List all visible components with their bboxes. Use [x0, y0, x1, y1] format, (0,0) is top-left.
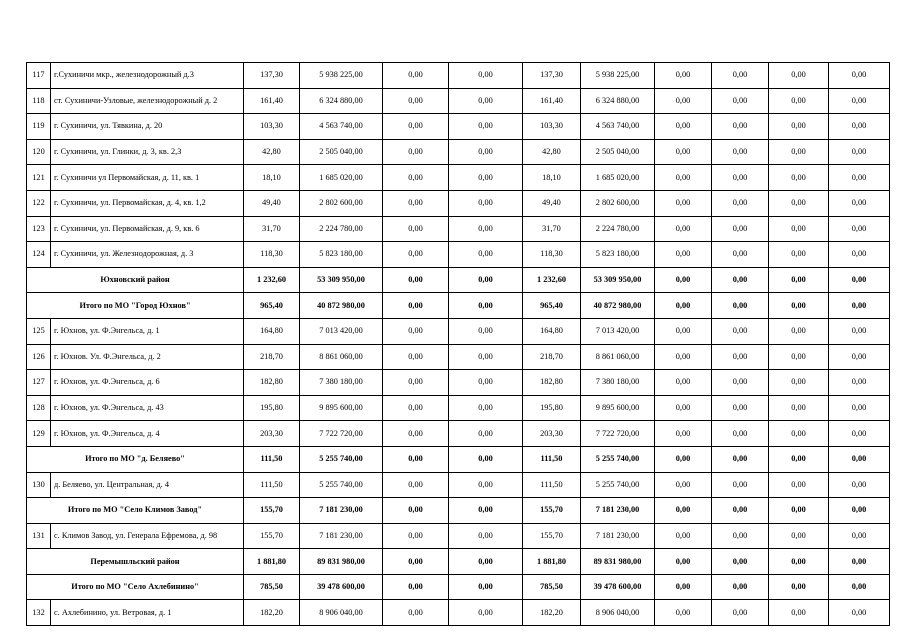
subtotal-label: Итого по МО "Село Ахлебинино"	[27, 574, 244, 600]
row-number: 119	[27, 114, 51, 140]
value-cell-c8: 0,00	[712, 139, 769, 165]
address-cell: г. Юхнов, ул. Ф.Энгельса, д. 43	[51, 395, 244, 421]
value-cell-cost2: 8 906 040,00	[581, 600, 655, 626]
subtotal-row	[27, 574, 890, 600]
value-cell-c8: 0,00	[712, 523, 769, 549]
value-cell-c10: 0,00	[829, 139, 890, 165]
value-cell-cost1: 7 013 420,00	[300, 318, 383, 344]
value-cell-cost2: 7 181 230,00	[581, 498, 655, 524]
table-body	[27, 63, 890, 626]
value-cell-c10: 0,00	[829, 267, 890, 293]
value-cell-c10: 0,00	[829, 574, 890, 600]
value-cell-c10: 0,00	[829, 446, 890, 472]
value-cell-c8: 0,00	[712, 114, 769, 140]
value-cell-c10: 0,00	[829, 523, 890, 549]
value-cell-area2: 111,50	[523, 472, 581, 498]
value-cell-cost1: 7 380 180,00	[300, 370, 383, 396]
value-cell-c8: 0,00	[712, 88, 769, 114]
value-cell-c8: 0,00	[712, 190, 769, 216]
value-cell-area2: 31,70	[523, 216, 581, 242]
value-cell-area1: 203,30	[244, 421, 300, 447]
value-cell-c10: 0,00	[829, 370, 890, 396]
value-cell-cost1: 2 224 780,00	[300, 216, 383, 242]
value-cell-c7: 0,00	[655, 293, 712, 319]
value-cell-c3: 0,00	[383, 549, 449, 575]
subtotal-row	[27, 293, 890, 319]
value-cell-c8: 0,00	[712, 267, 769, 293]
value-cell-area1: 182,80	[244, 370, 300, 396]
value-cell-cost2: 8 861 060,00	[581, 344, 655, 370]
value-cell-cost2: 5 938 225,00	[581, 63, 655, 89]
value-cell-c8: 0,00	[712, 421, 769, 447]
value-cell-c10: 0,00	[829, 344, 890, 370]
value-cell-cost2: 6 324 880,00	[581, 88, 655, 114]
value-cell-c3: 0,00	[383, 574, 449, 600]
value-cell-area1: 965,40	[244, 293, 300, 319]
value-cell-c7: 0,00	[655, 574, 712, 600]
value-cell-cost2: 5 255 740,00	[581, 446, 655, 472]
value-cell-c3: 0,00	[383, 498, 449, 524]
subtotal-row	[27, 446, 890, 472]
value-cell-c9: 0,00	[769, 549, 829, 575]
table-row	[27, 190, 890, 216]
value-cell-area1: 218,70	[244, 344, 300, 370]
row-number: 122	[27, 190, 51, 216]
value-cell-c3: 0,00	[383, 472, 449, 498]
subtotal-label: Перемышльский район	[27, 549, 244, 575]
row-number: 126	[27, 344, 51, 370]
address-cell: г. Сухиничи, ул. Глинки, д. 3, кв. 2,3	[51, 139, 244, 165]
value-cell-c3: 0,00	[383, 165, 449, 191]
value-cell-cost2: 2 224 780,00	[581, 216, 655, 242]
value-cell-c7: 0,00	[655, 395, 712, 421]
value-cell-c3: 0,00	[383, 267, 449, 293]
value-cell-area2: 137,30	[523, 63, 581, 89]
value-cell-area2: 103,30	[523, 114, 581, 140]
address-cell: г.Сухиничи мкр., железнодорожный д.3	[51, 63, 244, 89]
address-cell: г. Сухиничи, ул. Тявкина, д. 20	[51, 114, 244, 140]
value-cell-c8: 0,00	[712, 498, 769, 524]
value-cell-c7: 0,00	[655, 472, 712, 498]
address-cell: д. Беляево, ул. Центральная, д. 4	[51, 472, 244, 498]
value-cell-c4: 0,00	[449, 523, 523, 549]
address-cell: с. Климов Завод, ул. Генерала Ефремова, д. 98	[51, 523, 244, 549]
value-cell-area1: 155,70	[244, 523, 300, 549]
value-cell-area1: 31,70	[244, 216, 300, 242]
value-cell-c3: 0,00	[383, 114, 449, 140]
value-cell-cost2: 2 505 040,00	[581, 139, 655, 165]
value-cell-area2: 203,30	[523, 421, 581, 447]
value-cell-cost1: 6 324 880,00	[300, 88, 383, 114]
value-cell-area2: 164,80	[523, 318, 581, 344]
value-cell-c9: 0,00	[769, 267, 829, 293]
table-row	[27, 318, 890, 344]
table-row	[27, 216, 890, 242]
value-cell-c9: 0,00	[769, 472, 829, 498]
value-cell-c9: 0,00	[769, 63, 829, 89]
value-cell-c8: 0,00	[712, 472, 769, 498]
address-cell: г. Сухиничи ул Первомайская, д. 11, кв. 1	[51, 165, 244, 191]
row-number: 128	[27, 395, 51, 421]
value-cell-cost2: 39 478 600,00	[581, 574, 655, 600]
value-cell-cost1: 2 802 600,00	[300, 190, 383, 216]
value-cell-c4: 0,00	[449, 370, 523, 396]
address-cell: г. Юхнов. Ул. Ф.Энгельса, д. 2	[51, 344, 244, 370]
value-cell-c4: 0,00	[449, 395, 523, 421]
value-cell-c4: 0,00	[449, 574, 523, 600]
value-cell-c10: 0,00	[829, 549, 890, 575]
value-cell-c4: 0,00	[449, 318, 523, 344]
subtotal-row	[27, 498, 890, 524]
value-cell-c8: 0,00	[712, 242, 769, 268]
address-cell: с. Ахлебинино, ул. Ветровая, д. 1	[51, 600, 244, 626]
value-cell-cost2: 7 380 180,00	[581, 370, 655, 396]
value-cell-cost2: 4 563 740,00	[581, 114, 655, 140]
value-cell-c8: 0,00	[712, 395, 769, 421]
value-cell-c4: 0,00	[449, 446, 523, 472]
value-cell-c4: 0,00	[449, 421, 523, 447]
value-cell-cost2: 7 181 230,00	[581, 523, 655, 549]
value-cell-c4: 0,00	[449, 165, 523, 191]
value-cell-c7: 0,00	[655, 165, 712, 191]
table-row	[27, 139, 890, 165]
table-row	[27, 370, 890, 396]
value-cell-cost1: 39 478 600,00	[300, 574, 383, 600]
value-cell-c4: 0,00	[449, 600, 523, 626]
value-cell-cost1: 5 255 740,00	[300, 446, 383, 472]
value-cell-cost2: 2 802 600,00	[581, 190, 655, 216]
value-cell-c8: 0,00	[712, 165, 769, 191]
value-cell-c3: 0,00	[383, 293, 449, 319]
address-cell: г. Сухиничи, ул. Первомайская, д. 9, кв. 6	[51, 216, 244, 242]
value-cell-c4: 0,00	[449, 114, 523, 140]
value-cell-cost1: 4 563 740,00	[300, 114, 383, 140]
housing-program-table	[26, 62, 890, 626]
table-row	[27, 472, 890, 498]
value-cell-c10: 0,00	[829, 600, 890, 626]
row-number: 124	[27, 242, 51, 268]
value-cell-c8: 0,00	[712, 574, 769, 600]
row-number: 125	[27, 318, 51, 344]
address-cell: г. Сухиничи, ул. Железнодорожная, д. 3	[51, 242, 244, 268]
value-cell-c4: 0,00	[449, 344, 523, 370]
value-cell-area2: 785,50	[523, 574, 581, 600]
value-cell-c9: 0,00	[769, 165, 829, 191]
value-cell-cost1: 8 906 040,00	[300, 600, 383, 626]
value-cell-cost1: 5 823 180,00	[300, 242, 383, 268]
row-number: 123	[27, 216, 51, 242]
row-number: 131	[27, 523, 51, 549]
value-cell-area2: 195,80	[523, 395, 581, 421]
value-cell-c4: 0,00	[449, 267, 523, 293]
value-cell-c4: 0,00	[449, 139, 523, 165]
value-cell-c9: 0,00	[769, 523, 829, 549]
value-cell-c10: 0,00	[829, 190, 890, 216]
value-cell-area1: 111,50	[244, 446, 300, 472]
address-cell: г. Юхнов, ул. Ф.Энгельса, д. 6	[51, 370, 244, 396]
value-cell-c3: 0,00	[383, 63, 449, 89]
value-cell-c9: 0,00	[769, 293, 829, 319]
row-number: 121	[27, 165, 51, 191]
value-cell-cost1: 53 309 950,00	[300, 267, 383, 293]
value-cell-c8: 0,00	[712, 549, 769, 575]
value-cell-c9: 0,00	[769, 395, 829, 421]
value-cell-c8: 0,00	[712, 370, 769, 396]
value-cell-c7: 0,00	[655, 318, 712, 344]
value-cell-cost1: 8 861 060,00	[300, 344, 383, 370]
value-cell-c4: 0,00	[449, 549, 523, 575]
value-cell-area1: 155,70	[244, 498, 300, 524]
value-cell-area1: 161,40	[244, 88, 300, 114]
table-row	[27, 523, 890, 549]
value-cell-c3: 0,00	[383, 88, 449, 114]
value-cell-c7: 0,00	[655, 344, 712, 370]
value-cell-c4: 0,00	[449, 63, 523, 89]
value-cell-c3: 0,00	[383, 395, 449, 421]
row-number: 132	[27, 600, 51, 626]
row-number: 130	[27, 472, 51, 498]
value-cell-c8: 0,00	[712, 446, 769, 472]
value-cell-area1: 103,30	[244, 114, 300, 140]
value-cell-c9: 0,00	[769, 421, 829, 447]
value-cell-cost1: 7 181 230,00	[300, 498, 383, 524]
value-cell-c7: 0,00	[655, 267, 712, 293]
value-cell-c10: 0,00	[829, 318, 890, 344]
value-cell-c7: 0,00	[655, 523, 712, 549]
value-cell-c4: 0,00	[449, 293, 523, 319]
value-cell-c3: 0,00	[383, 446, 449, 472]
value-cell-area1: 111,50	[244, 472, 300, 498]
value-cell-cost2: 7 013 420,00	[581, 318, 655, 344]
value-cell-area2: 118,30	[523, 242, 581, 268]
value-cell-c7: 0,00	[655, 549, 712, 575]
value-cell-cost2: 53 309 950,00	[581, 267, 655, 293]
subtotal-label: Итого по МО "Город Юхнов"	[27, 293, 244, 319]
subtotal-row	[27, 549, 890, 575]
value-cell-c7: 0,00	[655, 88, 712, 114]
value-cell-c7: 0,00	[655, 63, 712, 89]
value-cell-c9: 0,00	[769, 446, 829, 472]
value-cell-c9: 0,00	[769, 190, 829, 216]
table-row	[27, 344, 890, 370]
value-cell-c10: 0,00	[829, 421, 890, 447]
row-number: 127	[27, 370, 51, 396]
value-cell-c9: 0,00	[769, 344, 829, 370]
value-cell-c10: 0,00	[829, 114, 890, 140]
value-cell-cost1: 9 895 600,00	[300, 395, 383, 421]
value-cell-area1: 164,80	[244, 318, 300, 344]
value-cell-c9: 0,00	[769, 114, 829, 140]
value-cell-area2: 111,50	[523, 446, 581, 472]
value-cell-cost1: 5 255 740,00	[300, 472, 383, 498]
table-row	[27, 63, 890, 89]
address-cell: г. Сухиничи, ул. Первомайская, д. 4, кв. 1,2	[51, 190, 244, 216]
value-cell-cost2: 1 685 020,00	[581, 165, 655, 191]
value-cell-area2: 965,40	[523, 293, 581, 319]
value-cell-area2: 182,20	[523, 600, 581, 626]
value-cell-c9: 0,00	[769, 242, 829, 268]
value-cell-cost2: 40 872 980,00	[581, 293, 655, 319]
value-cell-c4: 0,00	[449, 216, 523, 242]
value-cell-area1: 1 232,60	[244, 267, 300, 293]
value-cell-cost2: 7 722 720,00	[581, 421, 655, 447]
value-cell-c7: 0,00	[655, 139, 712, 165]
value-cell-cost1: 1 685 020,00	[300, 165, 383, 191]
value-cell-c9: 0,00	[769, 88, 829, 114]
value-cell-c4: 0,00	[449, 88, 523, 114]
value-cell-cost2: 89 831 980,00	[581, 549, 655, 575]
value-cell-area2: 1 881,80	[523, 549, 581, 575]
value-cell-area1: 18,10	[244, 165, 300, 191]
subtotal-label: Юхновский район	[27, 267, 244, 293]
value-cell-c3: 0,00	[383, 139, 449, 165]
value-cell-cost1: 89 831 980,00	[300, 549, 383, 575]
value-cell-c3: 0,00	[383, 216, 449, 242]
value-cell-c8: 0,00	[712, 344, 769, 370]
value-cell-area1: 182,20	[244, 600, 300, 626]
row-number: 120	[27, 139, 51, 165]
value-cell-c4: 0,00	[449, 498, 523, 524]
table-row	[27, 421, 890, 447]
value-cell-area1: 785,50	[244, 574, 300, 600]
value-cell-c3: 0,00	[383, 370, 449, 396]
value-cell-area1: 195,80	[244, 395, 300, 421]
table-row	[27, 88, 890, 114]
value-cell-c7: 0,00	[655, 498, 712, 524]
value-cell-cost2: 9 895 600,00	[581, 395, 655, 421]
value-cell-c8: 0,00	[712, 318, 769, 344]
value-cell-c8: 0,00	[712, 63, 769, 89]
value-cell-c4: 0,00	[449, 472, 523, 498]
row-number: 129	[27, 421, 51, 447]
value-cell-c9: 0,00	[769, 216, 829, 242]
value-cell-c8: 0,00	[712, 216, 769, 242]
value-cell-cost2: 5 255 740,00	[581, 472, 655, 498]
value-cell-cost1: 40 872 980,00	[300, 293, 383, 319]
value-cell-area1: 1 881,80	[244, 549, 300, 575]
value-cell-c8: 0,00	[712, 600, 769, 626]
value-cell-area2: 155,70	[523, 523, 581, 549]
value-cell-area2: 161,40	[523, 88, 581, 114]
table-row	[27, 242, 890, 268]
table-row	[27, 395, 890, 421]
value-cell-c4: 0,00	[449, 190, 523, 216]
row-number: 118	[27, 88, 51, 114]
value-cell-c3: 0,00	[383, 242, 449, 268]
value-cell-c3: 0,00	[383, 600, 449, 626]
value-cell-c10: 0,00	[829, 88, 890, 114]
value-cell-c3: 0,00	[383, 318, 449, 344]
table-row	[27, 165, 890, 191]
value-cell-area1: 42,80	[244, 139, 300, 165]
value-cell-area2: 18,10	[523, 165, 581, 191]
value-cell-c10: 0,00	[829, 216, 890, 242]
value-cell-cost1: 2 505 040,00	[300, 139, 383, 165]
value-cell-area2: 155,70	[523, 498, 581, 524]
value-cell-c3: 0,00	[383, 421, 449, 447]
address-cell: г. Юхнов, ул. Ф.Энгельса, д. 1	[51, 318, 244, 344]
value-cell-c9: 0,00	[769, 139, 829, 165]
table-row	[27, 600, 890, 626]
value-cell-area2: 182,80	[523, 370, 581, 396]
value-cell-c10: 0,00	[829, 242, 890, 268]
value-cell-c7: 0,00	[655, 190, 712, 216]
subtotal-row	[27, 267, 890, 293]
value-cell-area2: 218,70	[523, 344, 581, 370]
value-cell-c9: 0,00	[769, 370, 829, 396]
value-cell-c10: 0,00	[829, 63, 890, 89]
value-cell-c7: 0,00	[655, 446, 712, 472]
value-cell-cost1: 5 938 225,00	[300, 63, 383, 89]
value-cell-c10: 0,00	[829, 395, 890, 421]
row-number: 117	[27, 63, 51, 89]
value-cell-c7: 0,00	[655, 421, 712, 447]
value-cell-area2: 49,40	[523, 190, 581, 216]
value-cell-area1: 137,30	[244, 63, 300, 89]
subtotal-label: Итого по МО "Село Климов Завод"	[27, 498, 244, 524]
value-cell-area2: 1 232,60	[523, 267, 581, 293]
value-cell-cost1: 7 181 230,00	[300, 523, 383, 549]
value-cell-c7: 0,00	[655, 370, 712, 396]
value-cell-c3: 0,00	[383, 523, 449, 549]
table-row	[27, 114, 890, 140]
value-cell-c10: 0,00	[829, 472, 890, 498]
address-cell: г. Юхнов, ул. Ф.Энгельса, д. 4	[51, 421, 244, 447]
value-cell-c3: 0,00	[383, 190, 449, 216]
value-cell-cost1: 7 722 720,00	[300, 421, 383, 447]
value-cell-c9: 0,00	[769, 574, 829, 600]
value-cell-c9: 0,00	[769, 318, 829, 344]
value-cell-c10: 0,00	[829, 293, 890, 319]
document-page	[26, 62, 889, 626]
subtotal-label: Итого по МО "д. Беляево"	[27, 446, 244, 472]
value-cell-c3: 0,00	[383, 344, 449, 370]
value-cell-c10: 0,00	[829, 165, 890, 191]
address-cell: ст. Сухиничи-Узловые, железнодорожный д. 2	[51, 88, 244, 114]
value-cell-c7: 0,00	[655, 600, 712, 626]
value-cell-c9: 0,00	[769, 600, 829, 626]
value-cell-c9: 0,00	[769, 498, 829, 524]
value-cell-c7: 0,00	[655, 216, 712, 242]
value-cell-area2: 42,80	[523, 139, 581, 165]
value-cell-c4: 0,00	[449, 242, 523, 268]
value-cell-cost2: 5 823 180,00	[581, 242, 655, 268]
value-cell-c7: 0,00	[655, 114, 712, 140]
value-cell-area1: 49,40	[244, 190, 300, 216]
value-cell-area1: 118,30	[244, 242, 300, 268]
value-cell-c10: 0,00	[829, 498, 890, 524]
value-cell-c8: 0,00	[712, 293, 769, 319]
value-cell-c7: 0,00	[655, 242, 712, 268]
